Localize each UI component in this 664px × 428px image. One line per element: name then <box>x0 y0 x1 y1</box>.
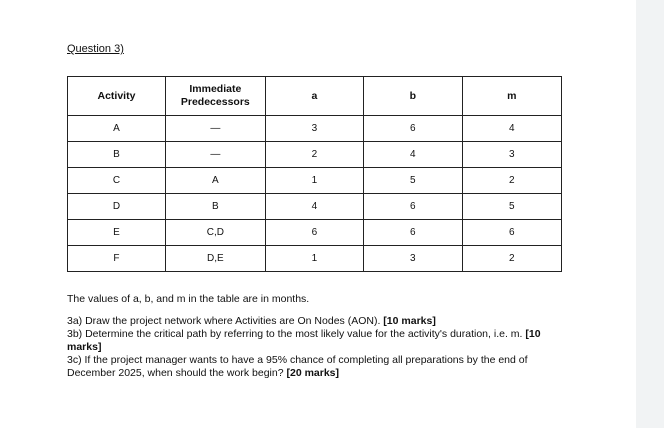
cell-a: 6 <box>265 220 363 246</box>
question-heading: Question 3) <box>67 43 124 55</box>
cell-a: 1 <box>265 246 363 272</box>
cell-activity: A <box>68 116 166 142</box>
cell-predecessors: D,E <box>165 246 265 272</box>
cell-predecessors: C,D <box>165 220 265 246</box>
header-predecessors <box>165 77 265 116</box>
question-3c <box>67 354 567 380</box>
question-3c-text: 3c) If the project manager wants to have a 95% chance of completing all preparations by the end of December 2025, when should the work begin? <box>67 354 528 379</box>
cell-predecessors: B <box>165 194 265 220</box>
table-row <box>68 246 562 272</box>
header-a: a <box>265 77 363 116</box>
table-row <box>68 194 562 220</box>
cell-activity: F <box>68 246 166 272</box>
cell-m: 2 <box>462 246 561 272</box>
cell-m: 6 <box>462 220 561 246</box>
cell-a: 1 <box>265 168 363 194</box>
cell-b: 6 <box>364 220 462 246</box>
units-note: The values of a, b, and m in the table are in months. <box>67 293 310 305</box>
cell-activity: B <box>68 142 166 168</box>
question-3a-marks: [10 marks] <box>383 315 436 327</box>
cell-activity: C <box>68 168 166 194</box>
cell-b: 6 <box>364 194 462 220</box>
cell-predecessors: — <box>165 142 265 168</box>
header-b: b <box>364 77 462 116</box>
activity-table <box>67 76 562 272</box>
header-predecessors-label: Immediate Predecessors <box>180 83 250 108</box>
cell-activity: D <box>68 194 166 220</box>
cell-b: 5 <box>364 168 462 194</box>
question-3c-marks: [20 marks] <box>286 367 340 379</box>
cell-b: 6 <box>364 116 462 142</box>
question-3a <box>67 315 567 328</box>
header-m: m <box>462 77 561 116</box>
cell-a: 4 <box>265 194 363 220</box>
question-3b-text: 3b) Determine the critical path by referring to the most likely value for the activity's duration, i.e. m. <box>67 328 526 340</box>
header-activity: Activity <box>68 77 166 116</box>
question-3b <box>67 328 567 354</box>
cell-b: 3 <box>364 246 462 272</box>
cell-a: 3 <box>265 116 363 142</box>
cell-m: 2 <box>462 168 561 194</box>
question-3a-text: 3a) Draw the project network where Activities are On Nodes (AON). <box>67 315 384 327</box>
table-row <box>68 220 562 246</box>
cell-a: 2 <box>265 142 363 168</box>
table-row <box>68 142 562 168</box>
cell-b: 4 <box>364 142 462 168</box>
cell-m: 3 <box>462 142 561 168</box>
viewer-side-gutter <box>636 0 664 428</box>
table-header-row <box>68 77 562 116</box>
cell-m: 4 <box>462 116 561 142</box>
cell-activity: E <box>68 220 166 246</box>
cell-m: 5 <box>462 194 561 220</box>
question-notes <box>67 293 567 380</box>
question-3b-marks: [10 marks] <box>67 328 541 353</box>
table-row <box>68 116 562 142</box>
cell-predecessors: — <box>165 116 265 142</box>
table-row <box>68 168 562 194</box>
cell-predecessors: A <box>165 168 265 194</box>
